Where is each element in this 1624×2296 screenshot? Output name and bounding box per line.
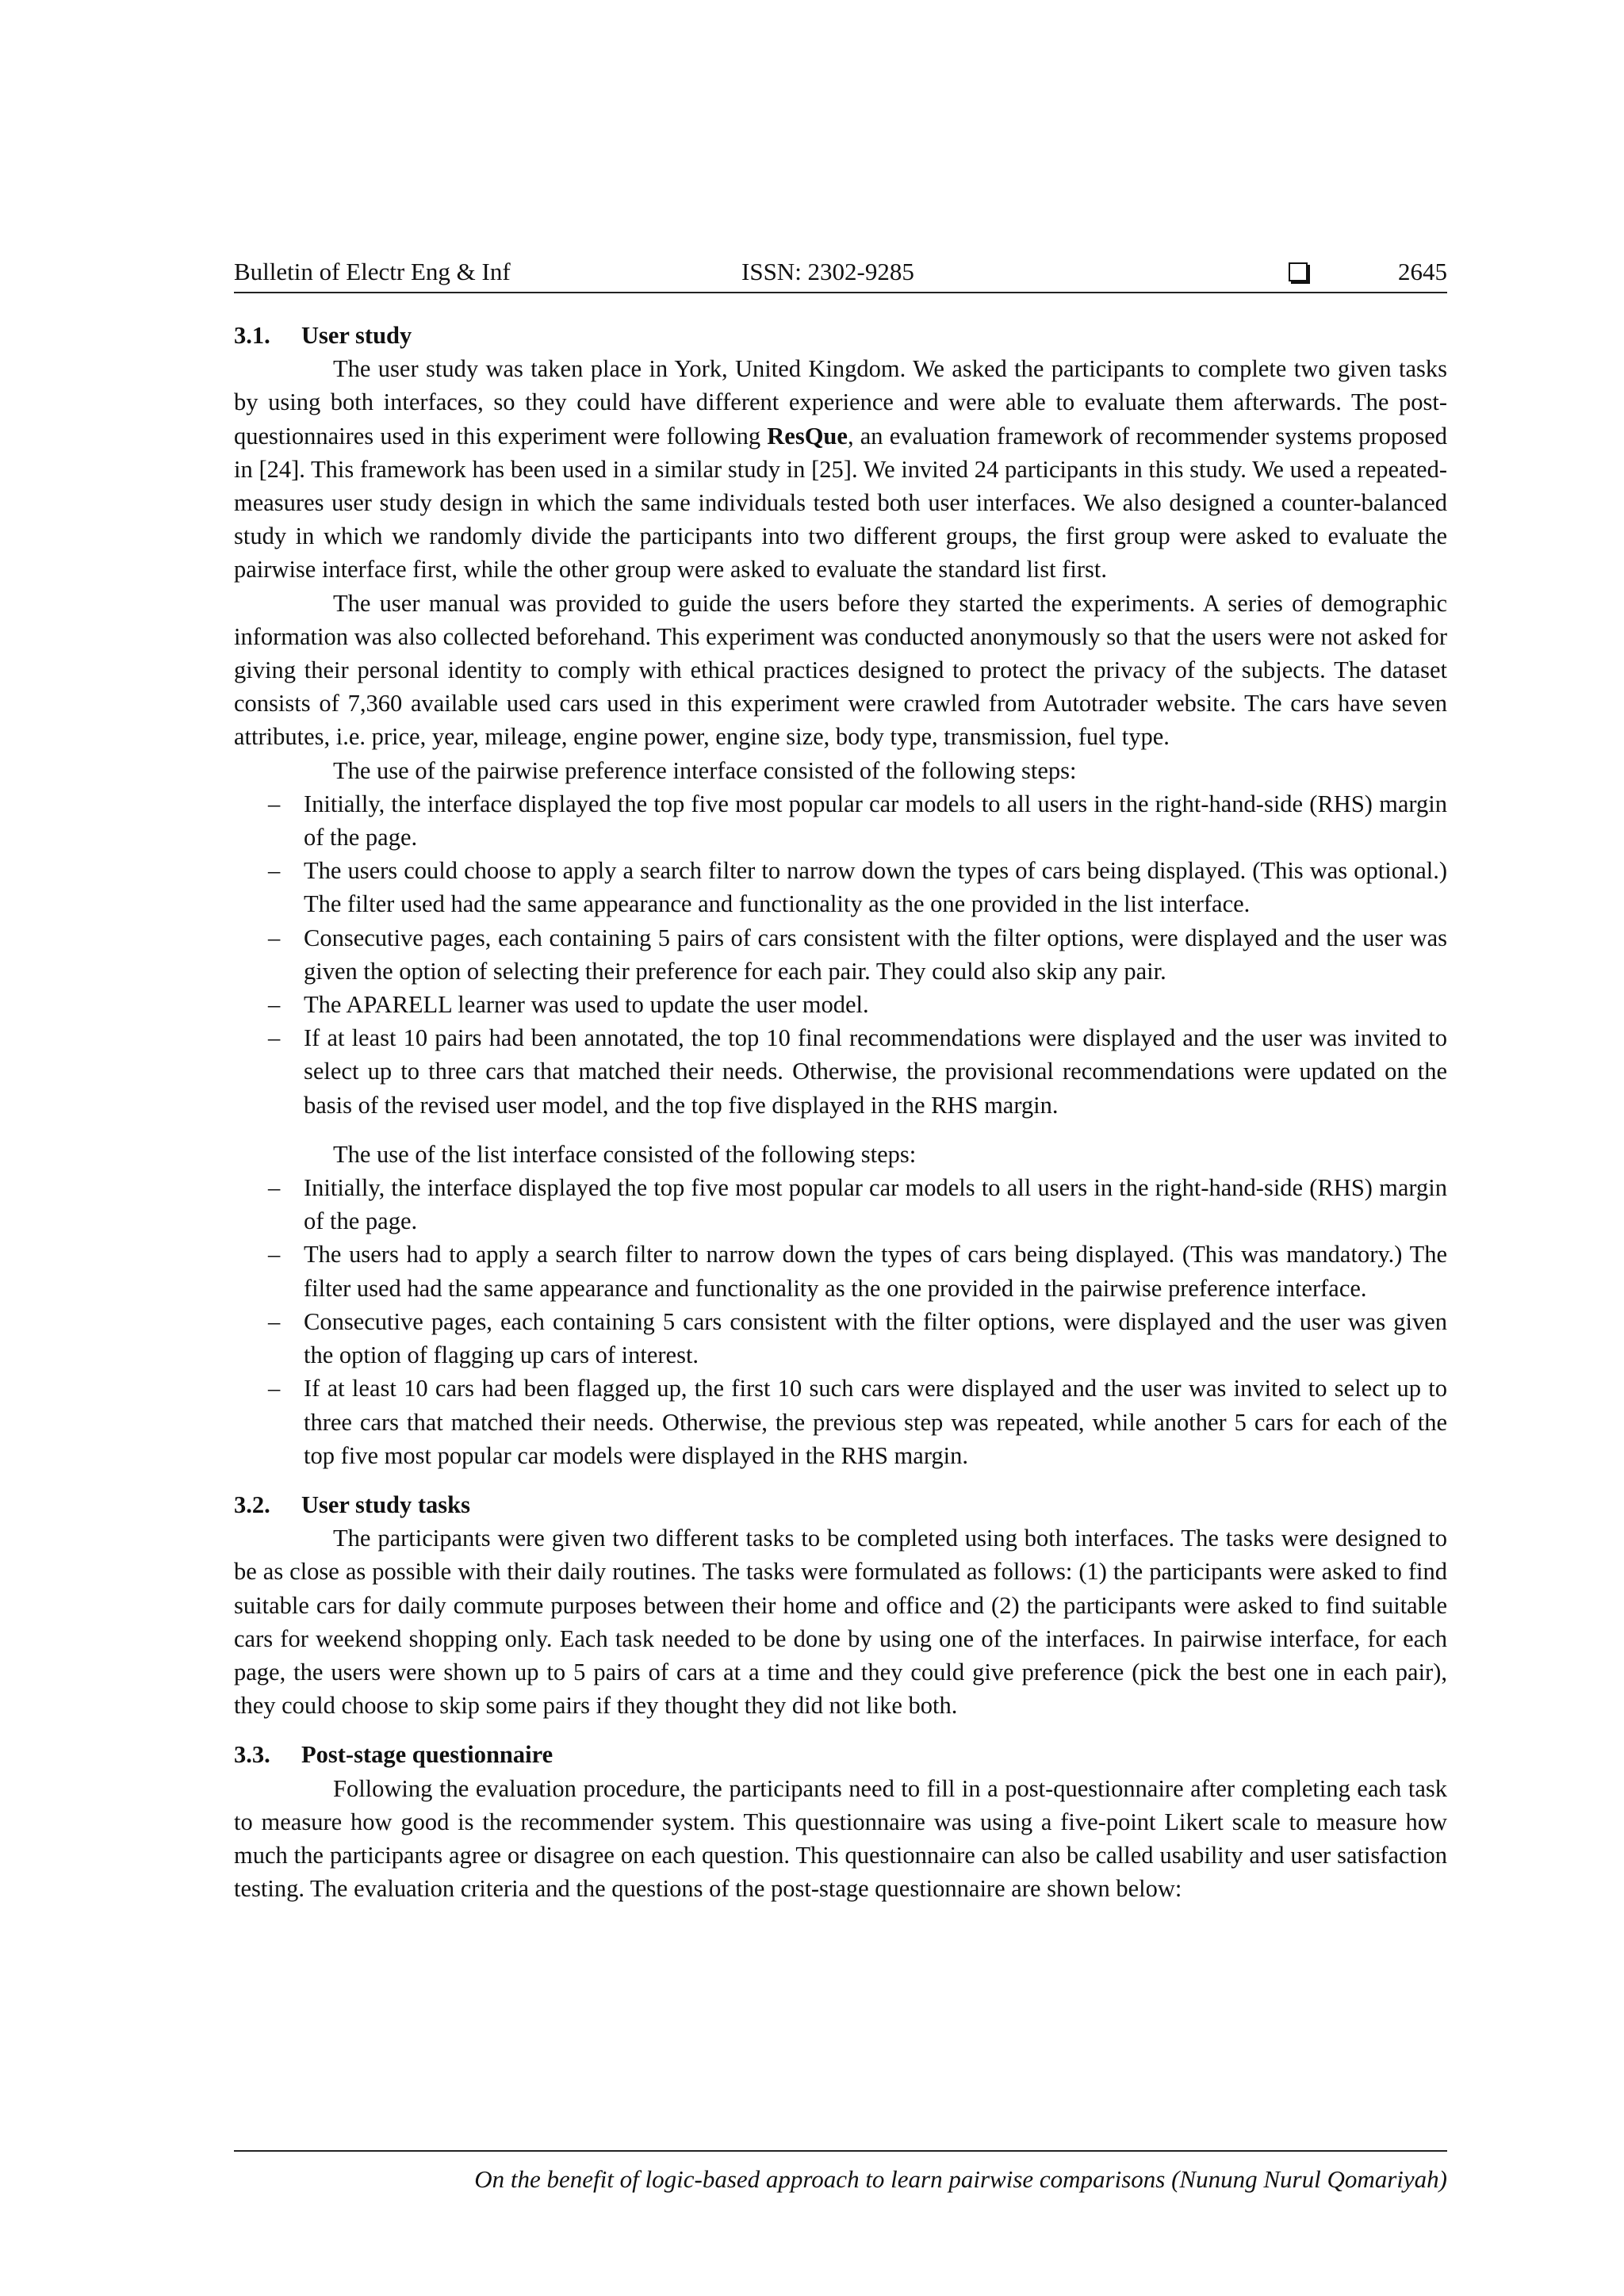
paragraph: The use of the list interface consisted of the following steps: [333, 1140, 917, 1168]
list-item-text: Initially, the interface displayed the top five most popular car models to all users in the right-hand-side (RHS) margin of the page. [304, 790, 1447, 851]
list-item [234, 988, 1447, 1021]
dash-marker: – [268, 857, 281, 885]
paragraph: The use of the pairwise preference interface consisted of the following steps: [333, 756, 1077, 784]
section-title: User study [301, 322, 412, 349]
list-item-text: If at least 10 pairs had been annotated, the top 10 final recommendations were displayed and the user was invited to select up to three cars that matched their needs. Otherwise, the provisional recommendations were updated on the basis of the revised user model, and the top five displayed in the RHS margin. [304, 1024, 1447, 1119]
dash-marker: – [268, 991, 281, 1019]
paragraph: Following the evaluation procedure, the participants need to fill in a post-questionnaire after completing each task to measure how good is the recommender system. This questionnaire was using a five-point Likert scale to measure how much the participants agree or disagree on each question. This questionnaire can also be called usability and user satisfaction testing. The evaluation criteria and the questions of the post-stage questionnaire are shown below: [234, 1774, 1447, 1903]
paragraph [234, 352, 1447, 586]
list-steps-list [234, 1171, 1447, 1472]
dash-marker: – [268, 1174, 281, 1202]
paragraph: The participants were given two different tasks to be completed using both interfaces. The tasks were designed to be as close as possible with their daily routines. The tasks were formulated as follows: (1) the participants were asked to find suitable cars for daily commute purposes between their home and office and (2) the participants were asked to find suitable cars for weekend shopping only. Each task needed to be done by using one of the interfaces. In pairwise interface, for each page, the users were shown up to 5 pairs of cars at a time and they could give preference (pick the best one in each pair), they could choose to skip some pairs if they thought they did not like both. [234, 1525, 1447, 1720]
list-item [234, 787, 1447, 854]
list-item-text: If at least 10 cars had been flagged up, the first 10 such cars were displayed and the user was invited to select up to three cars that matched their needs. Otherwise, the previous step was repeated, while another 5 cars for each of the top five most popular car models were displayed in the RHS margin. [304, 1375, 1447, 1469]
section-number: 3.2. [234, 1490, 270, 1518]
section-number: 3.1. [234, 322, 270, 349]
list-item-text: Initially, the interface displayed the top five most popular car models to all users in the right-hand-side (RHS) margin of the page. [304, 1174, 1447, 1235]
list-item [234, 921, 1447, 988]
section-number: 3.3. [234, 1741, 270, 1769]
list-item [234, 1171, 1447, 1238]
list-item-text: The users could choose to apply a search filter to narrow down the types of cars being displayed. (This was optional.) The filter used had the same appearance and functionality as the one provided in the list interface. [304, 857, 1447, 918]
body-text [234, 319, 1447, 1905]
dash-marker: – [268, 1375, 281, 1402]
list-item [234, 1021, 1447, 1122]
list-item [234, 1305, 1447, 1372]
list-item-text: The users had to apply a search filter to narrow down the types of cars being displayed. (This was mandatory.) The filter used had the same appearance and functionality as the one provided in the pairwise preference interface. [304, 1241, 1447, 1302]
text-run: , an evaluation framework of recommender systems proposed in [24]. This framework has been used in a similar study in [25]. We invited 24 participants in this study. We used a repeated-measures user study design in which the same individuals tested both user interfaces. We also designed a counter-balanced study in which we randomly divide the participants into two different groups, the first group were asked to evaluate the pairwise interface first, while the other group were asked to evaluate the standard list first. [234, 422, 1447, 584]
section-title: User study tasks [301, 1490, 470, 1518]
dash-marker: – [268, 1307, 281, 1335]
page-number: 2645 [1398, 258, 1447, 285]
list-item [234, 854, 1447, 920]
paragraph: The user manual was provided to guide the users before they started the experiments. A series of demographic information was also collected beforehand. This experiment was conducted anonymously so that the users were not asked for giving their personal identity to comply with ethical practices designed to protect the privacy of the subjects. The dataset consists of 7,360 available used cars used in this experiment were crawled from Autotrader website. The cars have seven attributes, i.e. price, year, mileage, engine power, engine size, body type, transmission, fuel type. [234, 589, 1447, 751]
box-icon [1289, 262, 1308, 281]
dash-marker: – [268, 1024, 281, 1052]
section-heading-3-1 [234, 319, 1447, 352]
dash-marker: – [268, 924, 281, 951]
running-footer: On the benefit of logic-based approach to learn pairwise comparisons (Nunung Nurul Qomariyah) [474, 2165, 1447, 2193]
section-heading-3-2 [234, 1488, 1447, 1521]
list-item-text: Consecutive pages, each containing 5 pairs of cars consistent with the filter options, were displayed and the user was given the option of selecting their preference for each pair. They could also skip any pair. [304, 924, 1447, 985]
section-title: Post-stage questionnaire [301, 1741, 553, 1769]
journal-name: Bulletin of Electr Eng & Inf [234, 258, 511, 285]
footer-rule [234, 2150, 1447, 2152]
dash-marker: – [268, 1241, 281, 1269]
list-item [234, 1238, 1447, 1304]
pairwise-steps-list [234, 787, 1447, 1122]
list-item-text: The APARELL learner was used to update the user model. [304, 991, 869, 1019]
dash-marker: – [268, 790, 281, 817]
section-heading-3-3 [234, 1738, 1447, 1771]
list-item-text: Consecutive pages, each containing 5 cars consistent with the filter options, were displayed and the user was given the option of flagging up cars of interest. [304, 1307, 1447, 1369]
issn: ISSN: 2302-9285 [741, 258, 914, 285]
running-header [234, 252, 1447, 293]
bold-term: ResQue [767, 422, 848, 450]
text-run: The user study was taken place in York, United Kingdom. We asked the participants to complete two given tasks by using both interfaces, so they could have different experience and were able to evaluate them afterwards. The post-questionnaires used in this experiment were following [234, 355, 1447, 450]
list-item [234, 1372, 1447, 1472]
